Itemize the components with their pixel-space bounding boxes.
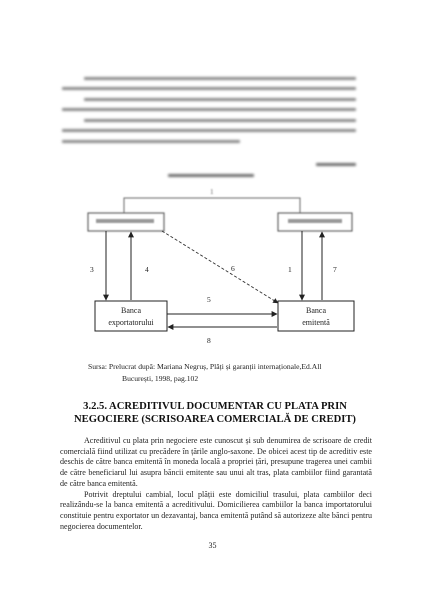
exporter-bank-label-2: exportatorului [108,318,154,327]
page-number: 35 [208,541,217,550]
blurred-top-boxes [88,188,352,231]
exporter-bank-label-1: Banca [121,306,141,315]
arrow-label-1: 1 [288,265,292,274]
section-heading [60,400,370,426]
figure-source [88,361,408,385]
arrow-label-7: 7 [333,265,337,274]
arrow-label-8: 8 [207,336,211,345]
arrow-label-top: 1 [210,188,214,196]
heading-line-2: NEGOCIERE (SCRISOAREA COMERCIALĂ DE CREDIT) [74,414,356,425]
issuing-bank-label-1: Banca [306,306,326,315]
arrow-label-4: 4 [145,265,149,274]
paragraph-1: Acreditivul cu plata prin negociere este cunoscut și sub denumirea de scrisoare de credit comercială fiind utilizat cu precădere în țările anglo-saxone. De obicei acest tip de acreditiv este deschis de către banca emitentă în moneda locală a propriei țări, presupune tragerea unei cambii de către beneficiarul lui asupra băncii emitente sau unui alt tras, plata cambiilor fiind garantată de către banca emitentă. [60,436,372,488]
arrow-label-6: 6 [231,264,235,273]
source-line-2: București, 1998, pag.102 [122,374,199,383]
arrow-label-5: 5 [207,295,211,304]
heading-line-1: 3.2.5. ACREDITIVUL DOCUMENTAR CU PLATA PRIN [83,401,347,412]
arrow-label-3: 3 [90,265,94,274]
paragraph-2: Potrivit dreptului cambial, locul plății este domiciliul trasului, plata cambiilor deci realizându-se la banca emitentă a acreditivului. Domicilierea cambiilor la banca importatorului constituie pentru exportator un dezavantaj, banca emitentă putând să autorizeze alte bănci pentru negocierea documentelor. [60,489,372,531]
source-line-1: Sursa: Prelucrat după: Mariana Negruș, Plăți și garanții internaționale,Ed.All [88,362,322,371]
section-body [60,436,372,532]
issuing-bank-label-2: emitentă [302,318,330,327]
arrow-6 [162,231,278,303]
